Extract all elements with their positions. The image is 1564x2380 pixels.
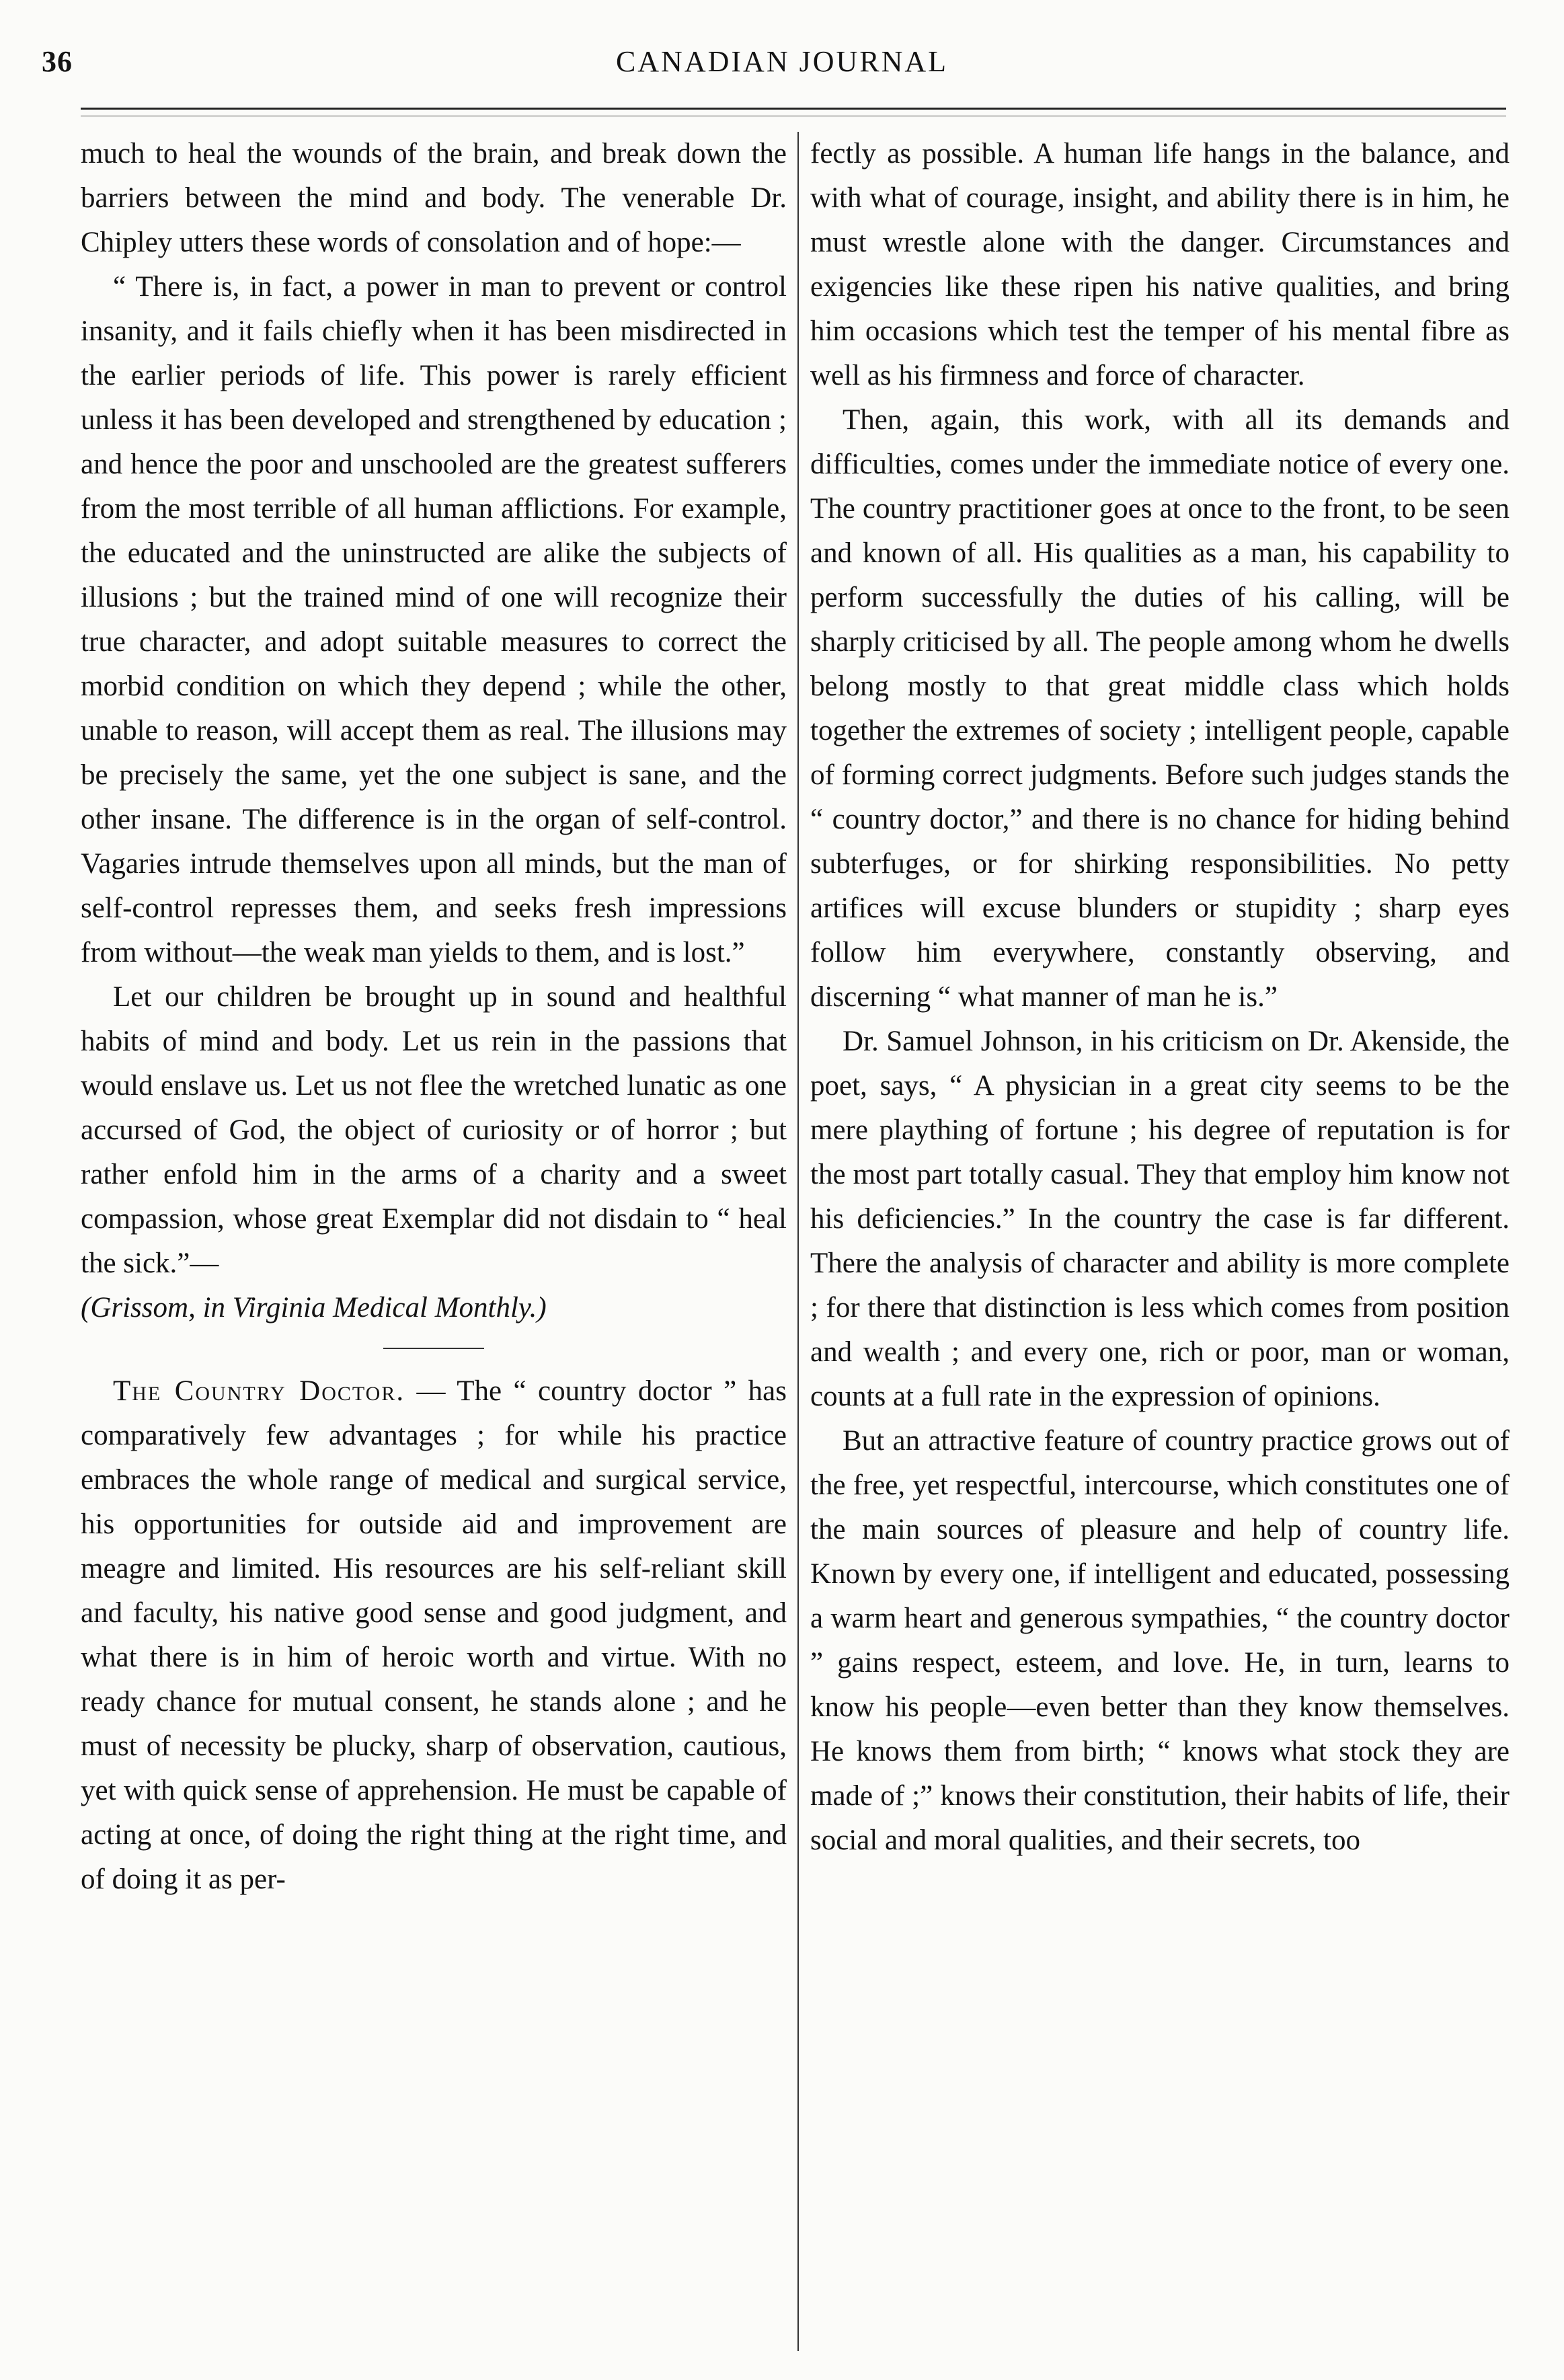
left-paragraph-3-text: Let our children be brought up in sound and healthful habits of mind and body. Let us rein in the passions that would enslave us. Let us not flee the wretched lunatic as one accursed of God, the object of curiosity or of horror ; but rather enfold him in the arms of a charity and a sweet compassion, whose great Exemplar did not disdain to “ heal the sick.”— (81, 981, 787, 1279)
left-paragraph-country-doctor (81, 1369, 787, 1902)
section-divider (383, 1348, 484, 1349)
left-paragraph-3 (81, 975, 787, 1330)
left-paragraph-1: much to heal the wounds of the brain, and break down the barriers between the mind and body. The venerable Dr. Chipley utters these words of consolation and of hope:— (81, 138, 787, 258)
page-number: 36 (42, 45, 73, 78)
right-paragraph-2: Then, again, this work, with all its demands and difficulties, comes under the immediate notice of every one. The country practitioner goes at once to the front, to be seen and known of all. His qualities as a man, his capability to perform successfully the duties of his calling, will be sharply criticised by all. The people among whom he dwells belong mostly to that great middle class which holds together the extremes of society ; intelligent people, capable of forming correct judgments. Before such judges stands the “ country doctor,” and there is no chance for hiding behind subterfuges, or for shirking responsibilities. No petty artifices will excuse blunders or stupidity ; sharp eyes follow him everywhere, constantly observing, and discerning “ what manner of man he is.” (810, 404, 1510, 1013)
right-paragraph-1: fectly as possible. A human life hangs in the balance, and with what of courage, insight, and ability there is in him, he must wrestle alone with the danger. Circumstances and exigencies like these ripen his native qualities, and bring him occasions which test the temper of his mental fibre as well as his firmness and force of character. (810, 138, 1510, 391)
left-column (81, 132, 787, 2358)
right-paragraph-4: But an attractive feature of country practice grows out of the free, yet respectful, intercourse, which constitutes one of the main sources of pleasure and help of country life. Known by every one, if intelligent and educated, possessing a warm heart and generous sympathies, “ the country doctor ” gains respect, esteem, and love. He, in turn, learns to know his people—even better than they know themselves. He knows them from birth; “ knows what stock they are made of ;” knows their constitution, their habits of life, their social and moral qualities, and their secrets, too (810, 1425, 1510, 1856)
right-paragraph-3: Dr. Samuel Johnson, in his criticism on Dr. Akenside, the poet, says, “ A physician in a great city seems to be the mere plaything of fortune ; his degree of reputation is for the most part totally casual. They that employ him know not his deficiencies.” In the country the case is far different. There the analysis of character and ability is more complete ; for there that distinction is less which comes from position and wealth ; and every one, rich or poor, man or woman, counts at a full rate in the expression of opinions. (810, 1026, 1510, 1412)
column-divider (797, 132, 799, 2351)
right-column (810, 132, 1510, 2358)
section-title: The Country Doctor. (113, 1375, 405, 1407)
running-head-title: CANADIAN JOURNAL (615, 45, 949, 78)
left-quotation: “ There is, in fact, a power in man to prevent or control insanity, and it fails chiefly when it has been misdirected in the earlier periods of life. This power is rarely efficient unless it has been developed and strengthened by education ; and hence the poor and unschooled are the greatest sufferers from the most terrible of all human afflictions. For example, the educated and the uninstructed are alike the subjects of illusions ; but the trained mind of one will recognize their true character, and adopt suitable measures to correct the morbid condition on which they depend ; while the other, unable to reason, will accept them as real. The illusions may be precisely the same, yet the one subject is sane, and the other insane. The difference is in the organ of self-control. Vagaries intrude themselves upon all minds, but the man of self-control represses them, and seeks fresh impressions from without—the weak man yields to them, and is lost.” (81, 271, 787, 968)
left-paragraph-4-text: — The “ country doctor ” has comparatively few advantages ; for while his practice embraces the whole range of medical and surgical service, his opportunities for outside aid and improvement are meagre and limited. His resources are his self-reliant skill and faculty, his native good sense and good judgment, and what there is in him of heroic worth and virtue. With no ready chance for mutual consent, he stands alone ; and he must of necessity be plucky, sharp of observation, cautious, yet with quick sense of apprehension. He must be capable of acting at once, of doing the right thing at the right time, and of doing it as per- (81, 1375, 787, 1895)
citation: (Grissom, in Virginia Medical Monthly.) (81, 1292, 547, 1323)
header-rule-thick (81, 108, 1506, 110)
